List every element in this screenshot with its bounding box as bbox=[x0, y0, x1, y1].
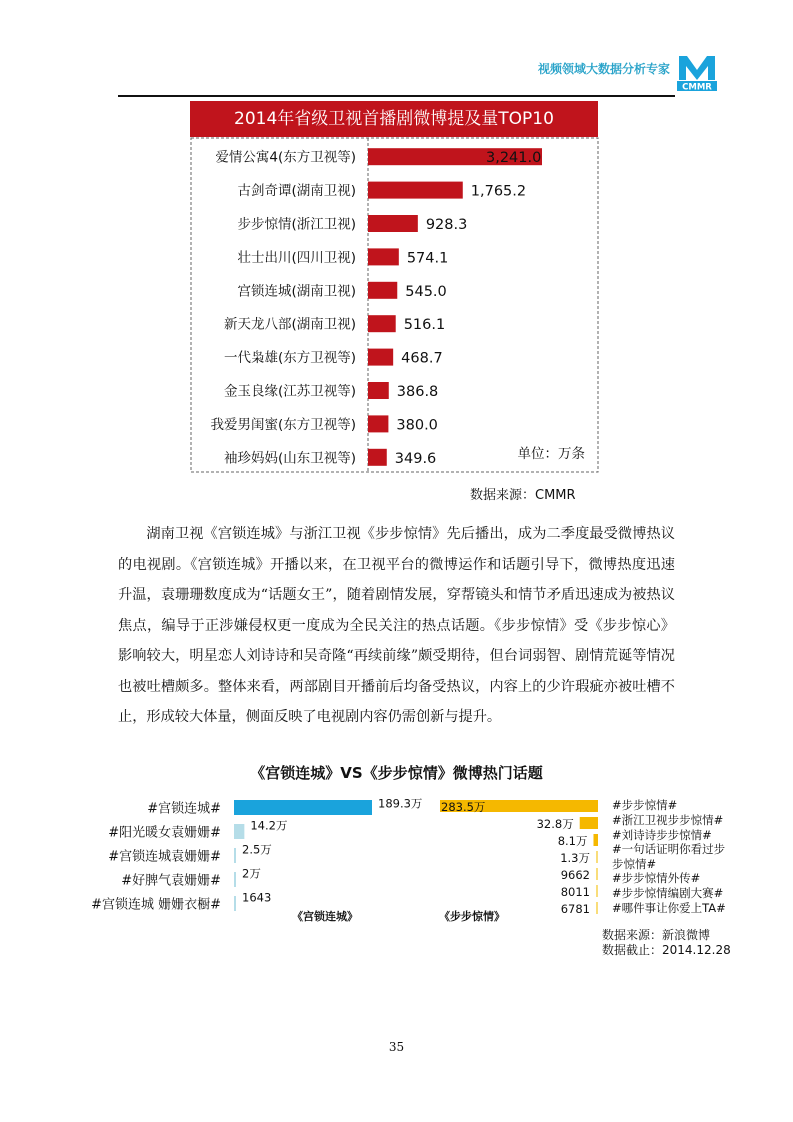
chart2-left-bar bbox=[234, 848, 236, 863]
chart1-category-label: 爱情公寓4(东方卫视等) bbox=[215, 149, 356, 166]
chart2-right-category-label: #浙江卫视步步惊情# bbox=[612, 813, 724, 827]
chart2-source-line: 数据来源：新浪微博 bbox=[602, 928, 711, 942]
chart1-bar bbox=[368, 248, 399, 265]
chart2-right-value-label: 9662 bbox=[560, 868, 590, 882]
chart1-value-label: 3,241.0 bbox=[486, 150, 542, 167]
chart2-left-bar bbox=[234, 872, 236, 887]
chart1-category-label: 新天龙八部(湖南卫视) bbox=[223, 316, 356, 333]
body-paragraph: 湖南卫视《宫锁连城》与浙江卫视《步步惊情》先后播出，成为二季度最受微博热议的电视剧。《宫锁连城》开播以来，在卫视平台的微博运作和话题引导下，微博热度迅速升温，袁珊珊数度成为“话题女王”，随着剧情发展，穿帮镜头和情节矛盾迅速成为被热议焦点，编导于正涉嫌侵权更一度成为全民关注的热点话题。《步步惊情》受《步步惊心》影响较大，明星恋人刘诗诗和吴奇隆“再续前缘”颇受期待，但台词弱智、剧情荒诞等情况也被吐槽颇多。整体来看，两部剧目开播前后均备受热议，内容上的少许瑕疵亦被吐槽不止，形成较大体量，侧面反映了电视剧内容仍需创新与提升。 bbox=[118, 526, 675, 725]
chart1-value-label: 349.6 bbox=[394, 450, 437, 467]
chart2-right-category-label: #步步惊情外传# bbox=[612, 871, 701, 885]
chart2-right-bar bbox=[593, 834, 598, 846]
chart1-category-label: 金玉良缘(江苏卫视等) bbox=[223, 383, 356, 400]
chart2-right-series-name: 《步步惊情》 bbox=[439, 910, 505, 923]
chart1-value-label: 1,765.2 bbox=[470, 183, 527, 200]
body-paragraphs bbox=[118, 519, 675, 733]
chart2-right-category-label: #一句话证明你看过步 bbox=[612, 842, 726, 856]
chart1-value-label: 468.7 bbox=[401, 350, 443, 367]
chart2-left-category-label: #宫锁连城袁姗姗# bbox=[108, 849, 221, 865]
chart1-category-label: 我爱男闺蜜(东方卫视等) bbox=[210, 416, 356, 433]
chart2-right-category-label-wrap: 步惊情# bbox=[612, 857, 657, 871]
chart2-left-value-label: 189.3万 bbox=[378, 796, 423, 811]
chart1-bar bbox=[368, 182, 463, 199]
chart2-right-value-label: 8.1万 bbox=[557, 834, 588, 848]
cmmr-logo bbox=[675, 52, 719, 92]
chart2-left-bar bbox=[234, 824, 244, 839]
mentions-top10-chart bbox=[190, 101, 600, 473]
chart2-right-value-label: 1.3万 bbox=[560, 851, 590, 865]
chart2-right-value-label: 283.5万 bbox=[441, 800, 486, 814]
chart1-source: 数据来源：CMMR bbox=[470, 488, 576, 503]
chart1-bar bbox=[368, 415, 388, 432]
chart2-right-value-label: 8011 bbox=[560, 885, 590, 899]
chart1-value-label: 380.0 bbox=[396, 417, 438, 434]
page-number: 35 bbox=[388, 1040, 405, 1054]
chart1-bar bbox=[368, 315, 396, 332]
chart2-right-bar bbox=[596, 902, 598, 914]
chart1-category-label: 宫锁连城(湖南卫视) bbox=[237, 283, 356, 300]
chart1-category-label: 袖珍妈妈(山东卫视等) bbox=[223, 450, 356, 467]
chart1-value-label: 545.0 bbox=[405, 283, 447, 300]
logo-text: CMMR bbox=[682, 82, 712, 92]
chart1-bar bbox=[368, 215, 418, 232]
chart1-category-label: 步步惊情(浙江卫视) bbox=[237, 216, 356, 233]
chart2-left-value-label: 2.5万 bbox=[242, 842, 272, 857]
chart1-bar bbox=[368, 282, 397, 299]
chart2-left-value-label: 1643 bbox=[242, 890, 272, 905]
chart1-category-label: 一代枭雄(东方卫视等) bbox=[223, 350, 356, 367]
chart1-value-label: 928.3 bbox=[425, 217, 468, 233]
chart2-right-category-label: #刘诗诗步步惊情# bbox=[612, 828, 712, 842]
chart1-category-label: 古剑奇谭(湖南卫视) bbox=[237, 183, 356, 200]
chart2-left-category-label: #好脾气袁姗姗# bbox=[121, 873, 221, 889]
topics-comparison-chart bbox=[90, 790, 750, 930]
chart2-left-bar bbox=[234, 896, 236, 911]
chart2-source bbox=[602, 928, 731, 958]
chart1-category-label: 壮士出川(四川卫视) bbox=[237, 249, 356, 266]
chart2-right-bar bbox=[596, 885, 598, 897]
chart2-left-value-label: 2万 bbox=[242, 866, 261, 881]
chart1-value-label: 386.8 bbox=[396, 384, 439, 400]
chart2-title: 《宫锁连城》VS《步步惊情》微博热门话题 bbox=[250, 764, 543, 782]
chart2-right-category-label: #步步惊情编剧大赛# bbox=[612, 886, 724, 900]
chart2-left-category-label: #阳光暖女袁姗姗# bbox=[108, 825, 221, 841]
chart1-bar bbox=[368, 382, 389, 399]
chart1-plot bbox=[190, 101, 600, 473]
chart1-bar bbox=[368, 449, 387, 466]
header-brand: 视频领域大数据分析专家 bbox=[537, 62, 670, 76]
chart1-unit-note: 单位：万条 bbox=[517, 446, 585, 462]
chart2-right-category-label: #哪件事让你爱上TA# bbox=[612, 901, 726, 915]
chart1-bar bbox=[368, 349, 393, 366]
chart1-value-label: 516.1 bbox=[403, 317, 446, 334]
chart1-title: 2014年省级卫视首播剧微博提及量TOP10 bbox=[190, 101, 598, 137]
chart2-left-value-label: 14.2万 bbox=[250, 818, 288, 833]
chart2-right-bar bbox=[596, 851, 598, 863]
chart2-left-series-name: 《宫锁连城》 bbox=[292, 910, 358, 923]
chart2-right-category-label: #步步惊情# bbox=[612, 798, 678, 812]
header-rule bbox=[118, 95, 675, 97]
chart2-right-value-label: 32.8万 bbox=[536, 817, 574, 831]
chart1-value-label: 574.1 bbox=[406, 250, 449, 267]
chart2-left-bar bbox=[234, 800, 372, 815]
chart2-left-category-label: #宫锁连城# bbox=[147, 801, 221, 817]
chart2-right-bar bbox=[580, 817, 598, 829]
chart2-left-category-label: #宫锁连城 姗姗衣橱# bbox=[91, 897, 221, 913]
chart2-source-line: 数据截止：2014.12.28 bbox=[602, 943, 731, 957]
chart2-right-bar bbox=[596, 868, 598, 880]
chart2-right-value-label: 6781 bbox=[560, 902, 590, 916]
